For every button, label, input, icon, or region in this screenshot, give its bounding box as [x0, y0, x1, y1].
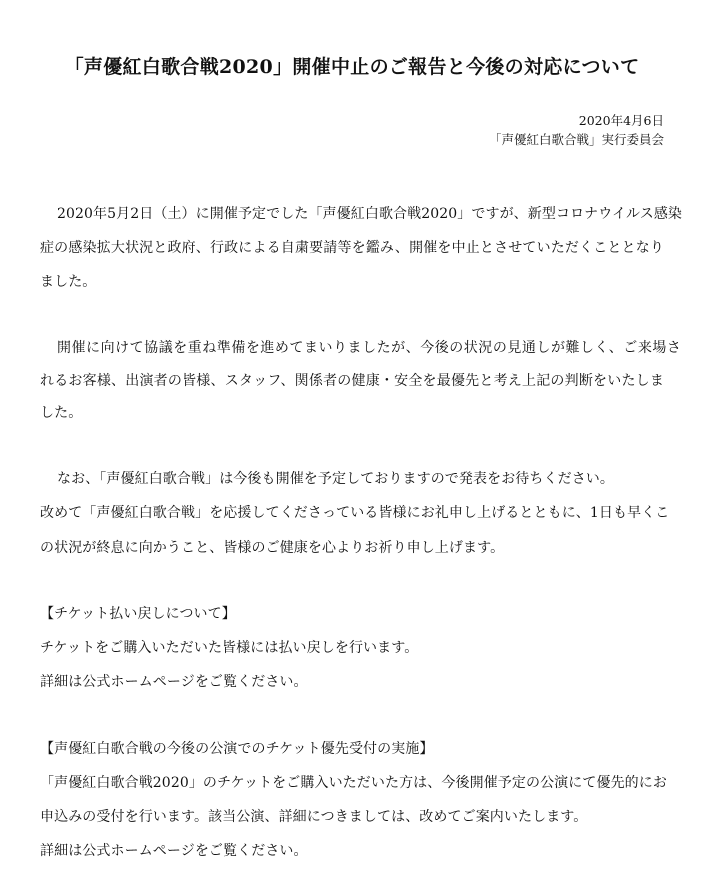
section-line: 詳細は公式ホームページをご覧ください。 — [40, 843, 308, 859]
section-line: チケットをご購入いただいた皆様には払い戻しを行います。 — [40, 640, 419, 656]
paragraph-line: 2020年5月2日（土）に開催予定でした「声優紅白歌合戦2020」ですが、新型コロナウイルス感染 — [57, 206, 683, 222]
issuing-organization: 「声優紅白歌合戦」実行委員会 — [488, 132, 664, 147]
section-line: 詳細は公式ホームページをご覧ください。 — [40, 674, 308, 690]
section-line: 申込みの受付を行います。該当公演、詳細につきましては、改めてご案内いたします。 — [40, 809, 588, 825]
section-heading: 【チケット払い戻しについて】 — [40, 606, 236, 622]
document-title: 「声優紅白歌合戦2020」開催中止のご報告と今後の対応について — [64, 56, 640, 78]
section-line: 「声優紅白歌合戦2020」のチケットをご購入いただいた方は、今後開催予定の公演にて優先的にお — [40, 775, 667, 791]
paragraph-line: の状況が終息に向かうこと、皆様のご健康を心よりお祈り申し上げます。 — [40, 540, 505, 556]
issue-date: 2020年4月6日 — [578, 113, 664, 128]
paragraph-line: なお、「声優紅白歌合戦」は今後も開催を予定しておりますので発表をお待ちください。 — [57, 471, 614, 487]
paragraph-line: 症の感染拡大状況と政府、行政による自粛要請等を鑑み、開催を中止とさせていただくこととなり — [40, 240, 664, 256]
paragraph-line: 開催に向けて協議を重ね準備を進めてまいりましたが、今後の状況の見通しが難しく、ご来場さ — [57, 340, 681, 356]
paragraph-line: ました。 — [40, 274, 97, 290]
section-heading: 【声優紅白歌合戦の今後の公演でのチケット優先受付の実施】 — [40, 741, 434, 757]
paragraph-line: 改めて「声優紅白歌合戦」を応援してくださっている皆様にお礼申し上げるとともに、1日も早くこ — [40, 505, 670, 521]
paragraph-line: れるお客様、出演者の皆様、スタッフ、関係者の健康・安全を最優先と考え上記の判断をいたしま — [40, 373, 664, 389]
paragraph-line: した。 — [40, 405, 83, 421]
